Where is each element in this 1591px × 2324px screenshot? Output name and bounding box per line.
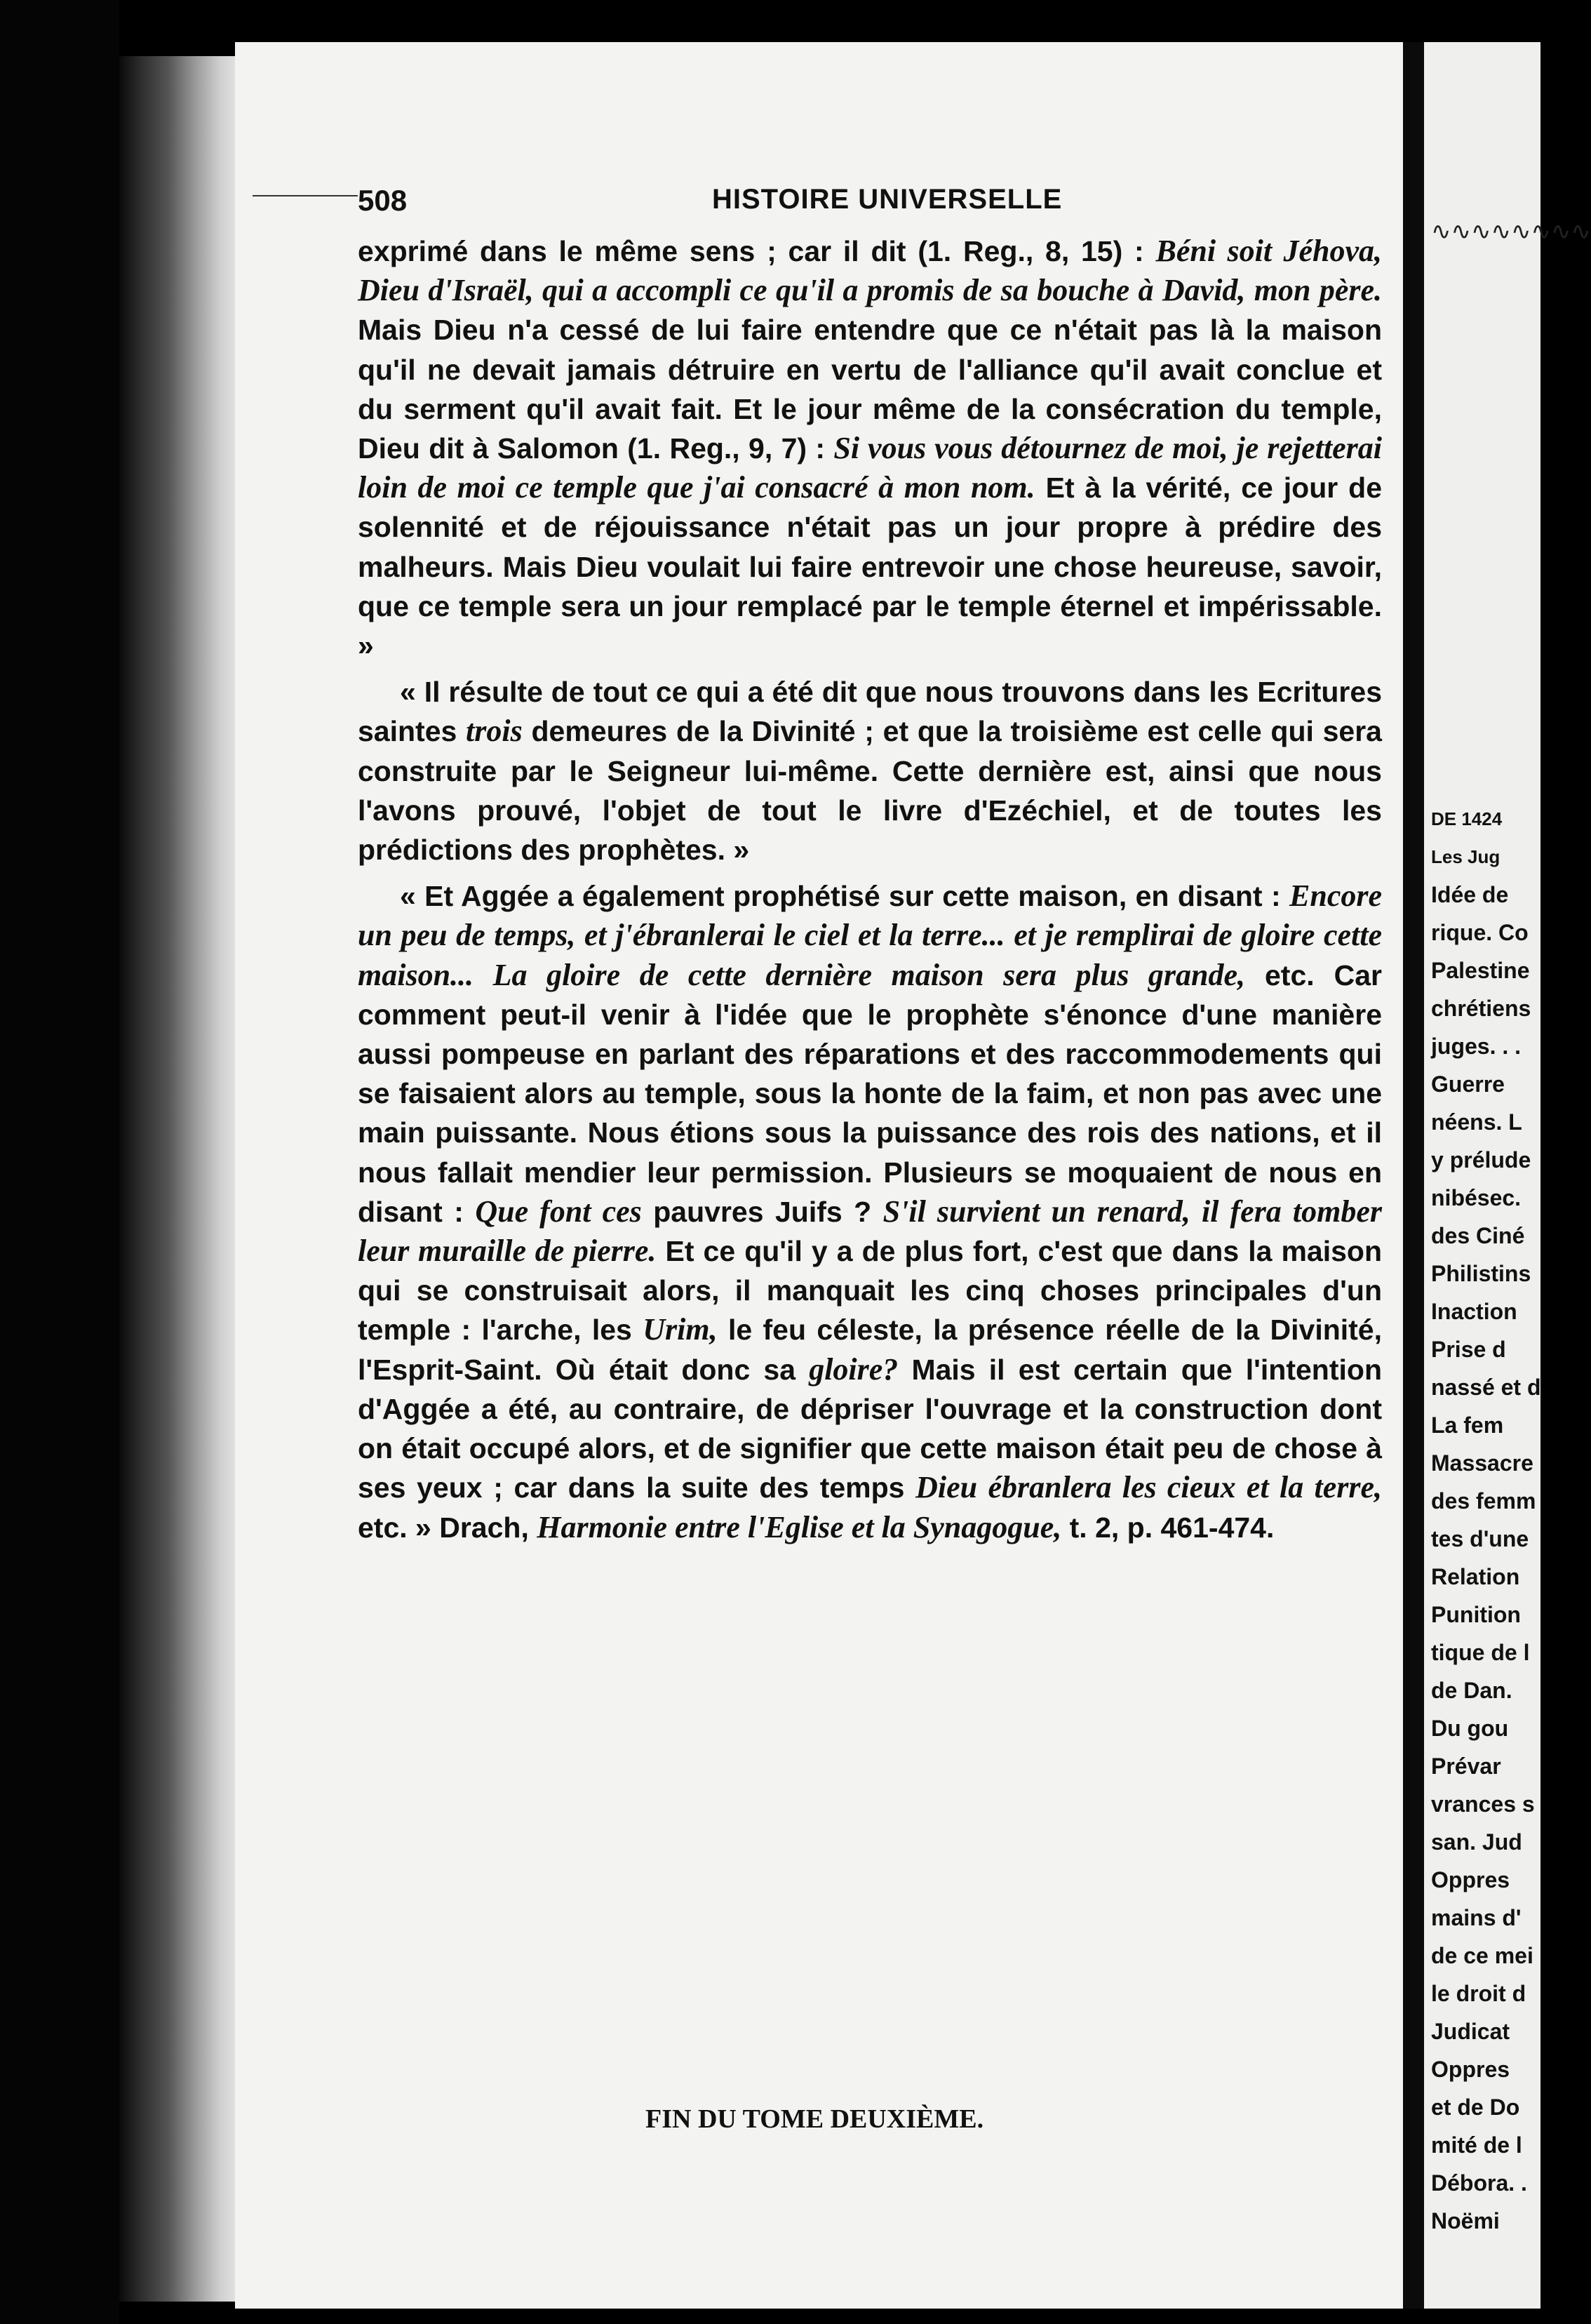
text-run: « Il résulte de tout ce qui a été dit que nous trouvons dans les Ecritures saintes — [358, 676, 1382, 748]
paragraph — [358, 232, 1382, 665]
facing-page-line: rique. Co — [1431, 920, 1529, 945]
text-run: exprimé dans le même sens ; car il dit (1. Reg., 8, 15) : — [358, 235, 1156, 267]
facing-page-line: tes d'une — [1431, 1526, 1529, 1551]
text-run: le feu céleste, la présence réelle de la Divinité, l'Esprit-Saint. Où était donc sa — [358, 1314, 1382, 1386]
facing-page-line: Relation — [1431, 1564, 1520, 1589]
facing-page-line: Palestine — [1431, 958, 1530, 983]
facing-page-line: Débora. . — [1431, 2170, 1527, 2196]
facing-page-line: san. Jud — [1431, 1829, 1522, 1855]
text-run: etc. » Drach, — [358, 1511, 537, 1544]
facing-page-line: et de Do — [1431, 2095, 1520, 2120]
facing-page-line: Inaction — [1431, 1299, 1517, 1324]
text-run: etc. Car comment peut-il venir à l'idée que le prophète s'énonce d'une manière aussi pompeuse en parlant des réparations et des raccommodements qui se faisaient alors au temple, sous la honte de la faim, et non pas avec une main puissante. Nous étions sous la puissance des rois des nations, et il nous fallait mendier leur permission. Plusieurs se moquaient de nous en disant : — [358, 959, 1382, 1228]
facing-page-line: Oppres — [1431, 2057, 1510, 2082]
facing-page-line: nassé et d — [1431, 1375, 1541, 1400]
text-run: pauvres Juifs ? — [641, 1195, 883, 1228]
facing-page-line: mains d' — [1431, 1905, 1522, 1930]
facing-page-line: Prévar — [1431, 1754, 1501, 1779]
facing-page-line: DE 1424 — [1431, 808, 1503, 829]
text-run: Et ce qu'il y a de plus fort, c'est que dans la maison qui se construisait alors, il manquait les cinq choses principales d'un temple : l'arche, les — [358, 1235, 1382, 1347]
facing-page-line: tique de l — [1431, 1640, 1530, 1665]
facing-page-line: néens. L — [1431, 1109, 1522, 1135]
facing-page-line: y prélude — [1431, 1147, 1531, 1173]
text-run: demeures de la Divinité ; et que la troisième est celle qui sera construite par le Seigneur lui-même. Cette dernière est, ainsi que nous l'avons prouvé, l'objet de tout le livre d'Ezéchiel, et de toutes les prédictions des prophètes. » — [358, 715, 1382, 867]
paragraph — [358, 876, 1382, 1547]
italic-title: Harmonie entre l'Eglise et la Synagogue, — [537, 1509, 1062, 1544]
text-run: Mais il est certain que l'intention d'Aggée a été, au contraire, de dépriser l'ouvrage et la construction dont on était occupé alors, et de signifier que cette maison était peu de chose à ses yeux ; car dans la suite des temps — [358, 1353, 1382, 1504]
facing-page-line: Guerre — [1431, 1071, 1505, 1097]
body-text — [358, 232, 1382, 1547]
facing-page-line: Judicat — [1431, 2019, 1510, 2044]
text-run: t. 2, p. 461-474. — [1061, 1511, 1275, 1544]
facing-page-line: le droit d — [1431, 1981, 1526, 2006]
italic-quote: Béni soit Jéhova, Dieu d'Israël, qui a accompli ce qu'il a promis de sa bouche à David, mon père. — [358, 234, 1382, 308]
ornament-rule: ∿∿∿∿∿∿∿∿ — [1431, 218, 1591, 246]
facing-page-line: des femm — [1431, 1488, 1536, 1514]
facing-page-text — [1431, 800, 1543, 2240]
text-run: « Et Aggée a également prophétisé sur cette maison, en disant : — [400, 880, 1289, 913]
header-rule — [253, 195, 358, 196]
facing-page-line: mité de l — [1431, 2132, 1522, 2158]
facing-page-line: de ce mei — [1431, 1943, 1533, 1968]
facing-page-line: Philistins — [1431, 1261, 1531, 1286]
facing-page-line: Massacre — [1431, 1450, 1533, 1476]
facing-page-line: Punition — [1431, 1602, 1521, 1627]
facing-page-line: Idée de — [1431, 882, 1509, 907]
text-run: Mais Dieu n'a cessé de lui faire entendre que ce n'était pas là la maison qu'il ne devait jamais détruire en vertu de l'alliance qu'il avait conclue et du serment qu'il avait fait. Et le jour même de la consécration du temple, Dieu dit à Salomon (1. Reg., 9, 7) : — [358, 314, 1382, 465]
italic-quote: Dieu ébranlera les cieux et la terre, — [915, 1470, 1383, 1505]
page-gap — [1403, 42, 1424, 2309]
text-run: Et à la vérité, ce jour de solennité et de réjouissance n'était pas un jour propre à prédire des malheurs. Mais Dieu voulait lui faire entrevoir une chose heureuse, savoir, que ce temple sera un jour remplacé par le temple éternel et impérissable. » — [358, 472, 1382, 662]
facing-page-line: nibésec. — [1431, 1185, 1522, 1210]
book-spine-shadow — [119, 56, 242, 2302]
italic-word: gloire? — [809, 1351, 899, 1387]
facing-page-line: Prise d — [1431, 1337, 1506, 1362]
facing-page-line: chrétiens — [1431, 996, 1531, 1021]
facing-page-line: des Ciné — [1431, 1223, 1525, 1248]
facing-page-line: vrances s — [1431, 1791, 1535, 1817]
facing-page-line: juges. . . — [1431, 1034, 1522, 1059]
facing-page-line: Oppres — [1431, 1867, 1510, 1892]
facing-page-line: Noëmi — [1431, 2208, 1500, 2233]
facing-page-line: de Dan. — [1431, 1678, 1512, 1703]
italic-quote: Si vous vous détournez de moi, je rejetterai loin de moi ce temple que j'ai consacré à mon nom. — [358, 431, 1382, 505]
end-of-volume-text: FIN DU TOME DEUXIÈME. — [645, 2104, 984, 2134]
scan-border-left — [0, 0, 119, 2324]
facing-page-line: Du gou — [1431, 1716, 1509, 1741]
italic-word: Urim, — [643, 1312, 718, 1347]
italic-quote: Que font ces — [475, 1194, 642, 1229]
facing-page-line: La fem — [1431, 1413, 1504, 1438]
running-head — [358, 184, 1389, 226]
italic-quote: S'il survient un renard, il fera tomber leur muraille de pierre. — [358, 1194, 1382, 1269]
italic-word: trois — [466, 714, 523, 749]
facing-page-line: Les Jug — [1431, 846, 1501, 867]
italic-quote: Encore un peu de temps, et j'ébranlerai le ciel et la terre... et je remplirai de gloire cette maison... La gloire de cette dernière maison sera plus grande, — [358, 879, 1382, 992]
paragraph — [358, 672, 1382, 869]
running-title: HISTOIRE UNIVERSELLE — [712, 184, 1063, 215]
page-number: 508 — [358, 184, 408, 217]
